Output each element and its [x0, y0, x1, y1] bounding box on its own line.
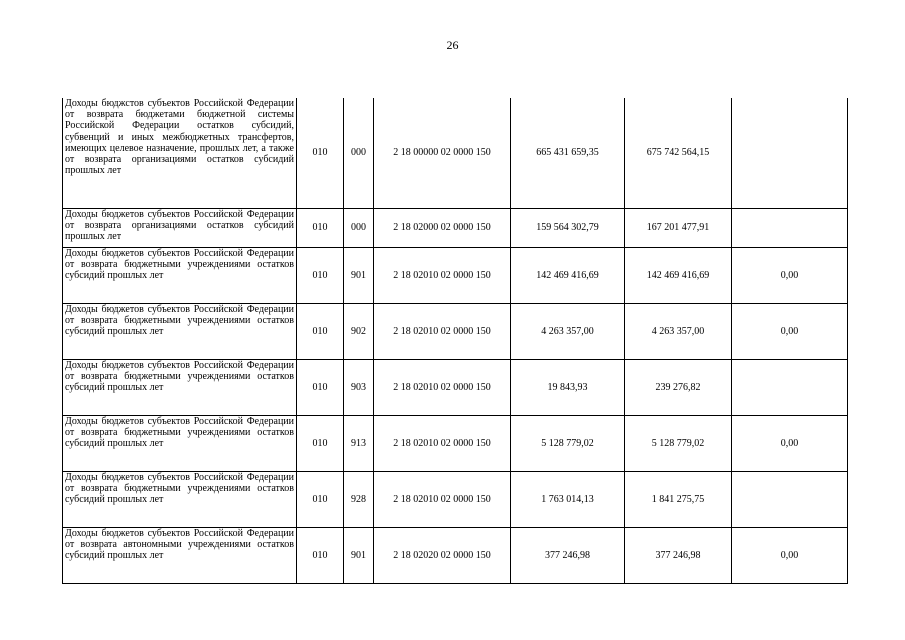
row-budget-code: 2 18 02000 02 0000 150: [374, 209, 511, 248]
row-value-3: [732, 209, 848, 248]
row-value-2: 142 469 416,69: [625, 248, 732, 304]
row-description: Доходы бюджетов субъектов Российской Федерации от возврата бюджетными учреждениями остатков субсидий прошлых лет: [63, 304, 297, 360]
row-value-3: 0,00: [732, 416, 848, 472]
row-budget-code: 2 18 02010 02 0000 150: [374, 472, 511, 528]
table-row: [63, 472, 848, 528]
row-code-2: 913: [344, 416, 374, 472]
row-value-3: [732, 98, 848, 209]
row-code-1: 010: [297, 209, 344, 248]
row-value-1: 142 469 416,69: [511, 248, 625, 304]
row-value-2: 167 201 477,91: [625, 209, 732, 248]
row-code-1: 010: [297, 472, 344, 528]
row-code-1: 010: [297, 248, 344, 304]
row-code-1: 010: [297, 528, 344, 584]
row-code-1: 010: [297, 98, 344, 209]
row-value-1: 377 246,98: [511, 528, 625, 584]
row-budget-code: 2 18 02010 02 0000 150: [374, 416, 511, 472]
row-budget-code: 2 18 02020 02 0000 150: [374, 528, 511, 584]
row-value-3: 0,00: [732, 528, 848, 584]
budget-table: [62, 98, 848, 584]
row-value-1: 665 431 659,35: [511, 98, 625, 209]
row-code-2: 903: [344, 360, 374, 416]
row-budget-code: 2 18 00000 02 0000 150: [374, 98, 511, 209]
row-budget-code: 2 18 02010 02 0000 150: [374, 304, 511, 360]
row-value-1: 159 564 302,79: [511, 209, 625, 248]
row-code-1: 010: [297, 304, 344, 360]
row-value-2: 4 263 357,00: [625, 304, 732, 360]
row-code-2: 901: [344, 248, 374, 304]
table-row: [63, 98, 848, 209]
row-code-2: 928: [344, 472, 374, 528]
table-row: [63, 304, 848, 360]
table-body: [63, 98, 848, 584]
table-row: [63, 528, 848, 584]
row-value-1: 5 128 779,02: [511, 416, 625, 472]
table-row: [63, 209, 848, 248]
row-value-3: 0,00: [732, 304, 848, 360]
row-code-1: 010: [297, 416, 344, 472]
row-code-2: 901: [344, 528, 374, 584]
row-value-3: [732, 472, 848, 528]
row-budget-code: 2 18 02010 02 0000 150: [374, 248, 511, 304]
row-code-1: 010: [297, 360, 344, 416]
row-description: Доходы бюджетов субъектов Российской Федерации от возврата автономными учреждениями остатков субсидий прошлых лет: [63, 528, 297, 584]
row-value-2: 675 742 564,15: [625, 98, 732, 209]
row-budget-code: 2 18 02010 02 0000 150: [374, 360, 511, 416]
row-description: Доходы бюджетов субъектов Российской Федерации от возврата бюджетными учреждениями остатков субсидий прошлых лет: [63, 248, 297, 304]
table-row: [63, 360, 848, 416]
table-row: [63, 416, 848, 472]
row-value-3: 0,00: [732, 248, 848, 304]
row-value-1: 19 843,93: [511, 360, 625, 416]
row-description: Доходы бюджетов субъектов Российской Федерации от возврата бюджетными учреждениями остатков субсидий прошлых лет: [63, 360, 297, 416]
row-value-2: 5 128 779,02: [625, 416, 732, 472]
row-value-2: 377 246,98: [625, 528, 732, 584]
row-value-1: 4 263 357,00: [511, 304, 625, 360]
row-code-2: 000: [344, 209, 374, 248]
row-description: Доходы бюджетов субъектов Российской Федерации от возврата бюджетными учреждениями остатков субсидий прошлых лет: [63, 416, 297, 472]
row-value-1: 1 763 014,13: [511, 472, 625, 528]
row-code-2: 000: [344, 98, 374, 209]
row-description: Доходы бюджетов субъектов Российской Федерации от возврата организациями остатков субсидий прошлых лет: [63, 209, 297, 248]
page-number: 26: [446, 38, 459, 52]
row-code-2: 902: [344, 304, 374, 360]
table-row: [63, 248, 848, 304]
row-value-3: [732, 360, 848, 416]
row-description: Доходы бюджстов субъектов Российской Федерации от возврата бюджетами бюджетной системы Российской Федерации остатков субсидий, субвенций и иных межбюджетных трансфертов, имеющих целевое назначение, прошлых лет, а также от возврата организациями остатков субсидий прошлых лет: [63, 98, 297, 209]
row-value-2: 239 276,82: [625, 360, 732, 416]
row-value-2: 1 841 275,75: [625, 472, 732, 528]
row-description: Доходы бюджетов субъектов Российской Федерации от возврата бюджетными учреждениями остатков субсидий прошлых лет: [63, 472, 297, 528]
